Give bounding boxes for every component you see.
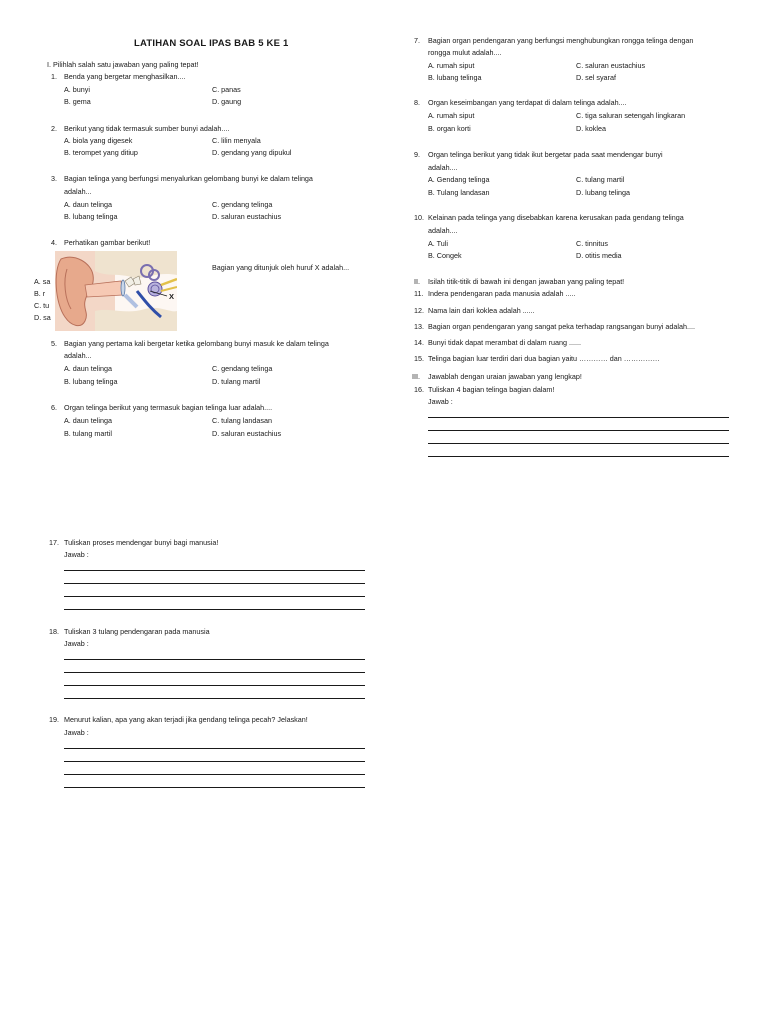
question-text: Bagian organ pendengaran yang berfungsi menghubungkan rongga telinga dengan <box>428 36 694 45</box>
question-13-number: 13. <box>414 322 424 331</box>
option-b[interactable]: B. lubang telinga <box>428 73 482 82</box>
question-text-cont: rongga mulut adalah.... <box>428 48 502 57</box>
page-title: LATIHAN SOAL IPAS BAB 5 KE 1 <box>134 38 289 49</box>
question-11-number: 11. <box>414 289 424 298</box>
question-number: 9. <box>414 150 420 159</box>
answer-label: Jawab : <box>428 397 453 406</box>
question-number: 1. <box>51 72 57 81</box>
question-number: 5. <box>51 339 57 348</box>
question-text: Bagian yang pertama kali bergetar ketika gelombang bunyi masuk ke dalam telinga <box>64 339 329 348</box>
option-d[interactable]: D. sel syaraf <box>576 73 616 82</box>
question-text: Perhatikan gambar berikut! <box>64 238 151 247</box>
answer-line[interactable] <box>64 659 365 660</box>
option-c[interactable]: C. lilin menyala <box>212 136 261 145</box>
option-a[interactable]: A. daun telinga <box>64 364 112 373</box>
option-a[interactable]: A. sa <box>34 277 51 286</box>
question-text: Bagian telinga yang berfungsi menyalurkan gelombang bunyi ke dalam telinga <box>64 174 313 183</box>
question-number: 7. <box>414 36 420 45</box>
question-11-text: Indera pendengaran pada manusia adalah ..... <box>428 289 576 298</box>
option-c[interactable]: C. gendang telinga <box>212 364 273 373</box>
question-15-text: Telinga bagian luar terdiri dari dua bagian yaitu ………… dan …………… <box>428 354 660 363</box>
option-b[interactable]: B. lubang telinga <box>64 377 118 386</box>
section-1-instruction: I. Pilihlah salah satu jawaban yang paling tepat! <box>47 60 199 69</box>
question-number: 18. <box>49 627 59 636</box>
option-d[interactable]: D. sa <box>34 313 51 322</box>
option-a[interactable]: A. rumah siput <box>428 61 475 70</box>
option-a[interactable]: A. daun telinga <box>64 200 112 209</box>
option-b[interactable]: B. tulang martil <box>64 429 112 438</box>
answer-line[interactable] <box>64 570 365 571</box>
question-number: 3. <box>51 174 57 183</box>
option-c[interactable]: C. saluran eustachius <box>576 61 646 70</box>
answer-line[interactable] <box>64 698 365 699</box>
section-2-instruction: Isilah titik-titik di bawah ini dengan jawaban yang paling tepat! <box>428 277 625 286</box>
question-prompt: Bagian yang ditunjuk oleh huruf X adalah... <box>212 263 350 272</box>
question-number: 2. <box>51 124 57 133</box>
question-12-text: Nama lain dari koklea adalah ...... <box>428 306 535 315</box>
option-c[interactable]: C. tiga saluran setengah lingkaran <box>576 111 686 120</box>
pointer-line <box>150 289 170 299</box>
question-number: 19. <box>49 715 59 724</box>
question-number: 16. <box>414 385 424 394</box>
question-number: 6. <box>51 403 57 412</box>
question-text-cont: adalah... <box>64 351 92 360</box>
option-a[interactable]: A. biola yang digesek <box>64 136 133 145</box>
question-number: 10. <box>414 213 424 222</box>
question-text-cont: adalah.... <box>428 226 458 235</box>
question-15-number: 15. <box>414 354 424 363</box>
answer-line[interactable] <box>428 456 729 457</box>
answer-line[interactable] <box>64 596 365 597</box>
question-number: 17. <box>49 538 59 547</box>
question-13-text: Bagian organ pendengaran yang sangat peka terhadap rangsangan bunyi adalah.... <box>428 322 695 331</box>
answer-line[interactable] <box>64 774 365 775</box>
answer-label: Jawab : <box>64 728 89 737</box>
option-d[interactable]: D. gaung <box>212 97 242 106</box>
answer-line[interactable] <box>64 761 365 762</box>
option-b[interactable]: B. gema <box>64 97 91 106</box>
option-d[interactable]: D. saluran eustachius <box>212 429 282 438</box>
option-a[interactable]: A. Gendang telinga <box>428 175 490 184</box>
question-text: Menurut kalian, apa yang akan terjadi jika gendang telinga pecah? Jelaskan! <box>64 715 308 724</box>
answer-line[interactable] <box>64 583 365 584</box>
question-text-cont: adalah.... <box>428 163 458 172</box>
answer-label: Jawab : <box>64 550 89 559</box>
option-d[interactable]: D. lubang telinga <box>576 188 630 197</box>
question-text: Tuliskan 3 tulang pendengaran pada manusia <box>64 627 210 636</box>
option-d[interactable]: D. tulang martil <box>212 377 261 386</box>
answer-line[interactable] <box>64 685 365 686</box>
question-text: Organ telinga berikut yang tidak ikut bergetar pada saat mendengar bunyi <box>428 150 663 159</box>
option-a[interactable]: A. Tuli <box>428 239 448 248</box>
question-text-cont: adalah... <box>64 187 92 196</box>
option-a[interactable]: A. rumah siput <box>428 111 475 120</box>
option-c[interactable]: C. tulang martil <box>576 175 625 184</box>
question-number: 8. <box>414 98 420 107</box>
option-b[interactable]: B. terompet yang ditiup <box>64 148 138 157</box>
answer-line[interactable] <box>428 430 729 431</box>
answer-line[interactable] <box>428 417 729 418</box>
option-b[interactable]: B. lubang telinga <box>64 212 118 221</box>
option-d[interactable]: D. saluran eustachius <box>212 212 282 221</box>
option-c[interactable]: C. panas <box>212 85 241 94</box>
section-3-instruction: Jawablah dengan uraian jawaban yang lengkap! <box>428 372 582 381</box>
option-d[interactable]: D. koklea <box>576 124 606 133</box>
option-c[interactable]: C. gendang telinga <box>212 200 273 209</box>
option-c[interactable]: C. tinnitus <box>576 239 608 248</box>
answer-line[interactable] <box>64 609 365 610</box>
question-text: Tuliskan proses mendengar bunyi bagi manusia! <box>64 538 219 547</box>
answer-line[interactable] <box>64 672 365 673</box>
option-c[interactable]: C. tu <box>34 301 50 310</box>
section-2-number: II. <box>414 277 420 286</box>
answer-line[interactable] <box>428 443 729 444</box>
section-3-number: III. <box>412 372 420 381</box>
option-d[interactable]: D. otitis media <box>576 251 622 260</box>
question-text: Benda yang bergetar menghasilkan.... <box>64 72 186 81</box>
option-a[interactable]: A. daun telinga <box>64 416 112 425</box>
option-d[interactable]: D. gendang yang dipukul <box>212 148 292 157</box>
option-c[interactable]: C. tulang landasan <box>212 416 272 425</box>
question-text: Kelainan pada telinga yang disebabkan karena kerusakan pada gendang telinga <box>428 213 684 222</box>
question-number: 4. <box>51 238 57 247</box>
answer-line[interactable] <box>64 748 365 749</box>
marker-x: X <box>169 292 175 301</box>
question-text: Tuliskan 4 bagian telinga bagian dalam! <box>428 385 555 394</box>
question-text: Organ keseimbangan yang terdapat di dalam telinga adalah.... <box>428 98 627 107</box>
option-b[interactable]: B. Congek <box>428 251 462 260</box>
option-b[interactable]: B. Tulang landasan <box>428 188 490 197</box>
answer-label: Jawab : <box>64 639 89 648</box>
question-text: Organ telinga berikut yang termasuk bagian telinga luar adalah.... <box>64 403 273 412</box>
question-text: Berikut yang tidak termasuk sumber bunyi adalah.... <box>64 124 230 133</box>
option-b[interactable]: B. organ korti <box>428 124 471 133</box>
question-14-text: Bunyi tidak dapat merambat di dalam ruang ...... <box>428 338 582 347</box>
question-14-number: 14. <box>414 338 424 347</box>
option-a[interactable]: A. bunyi <box>64 85 90 94</box>
question-12-number: 12. <box>414 306 424 315</box>
answer-line[interactable] <box>64 787 365 788</box>
option-b[interactable]: B. r <box>34 289 46 298</box>
